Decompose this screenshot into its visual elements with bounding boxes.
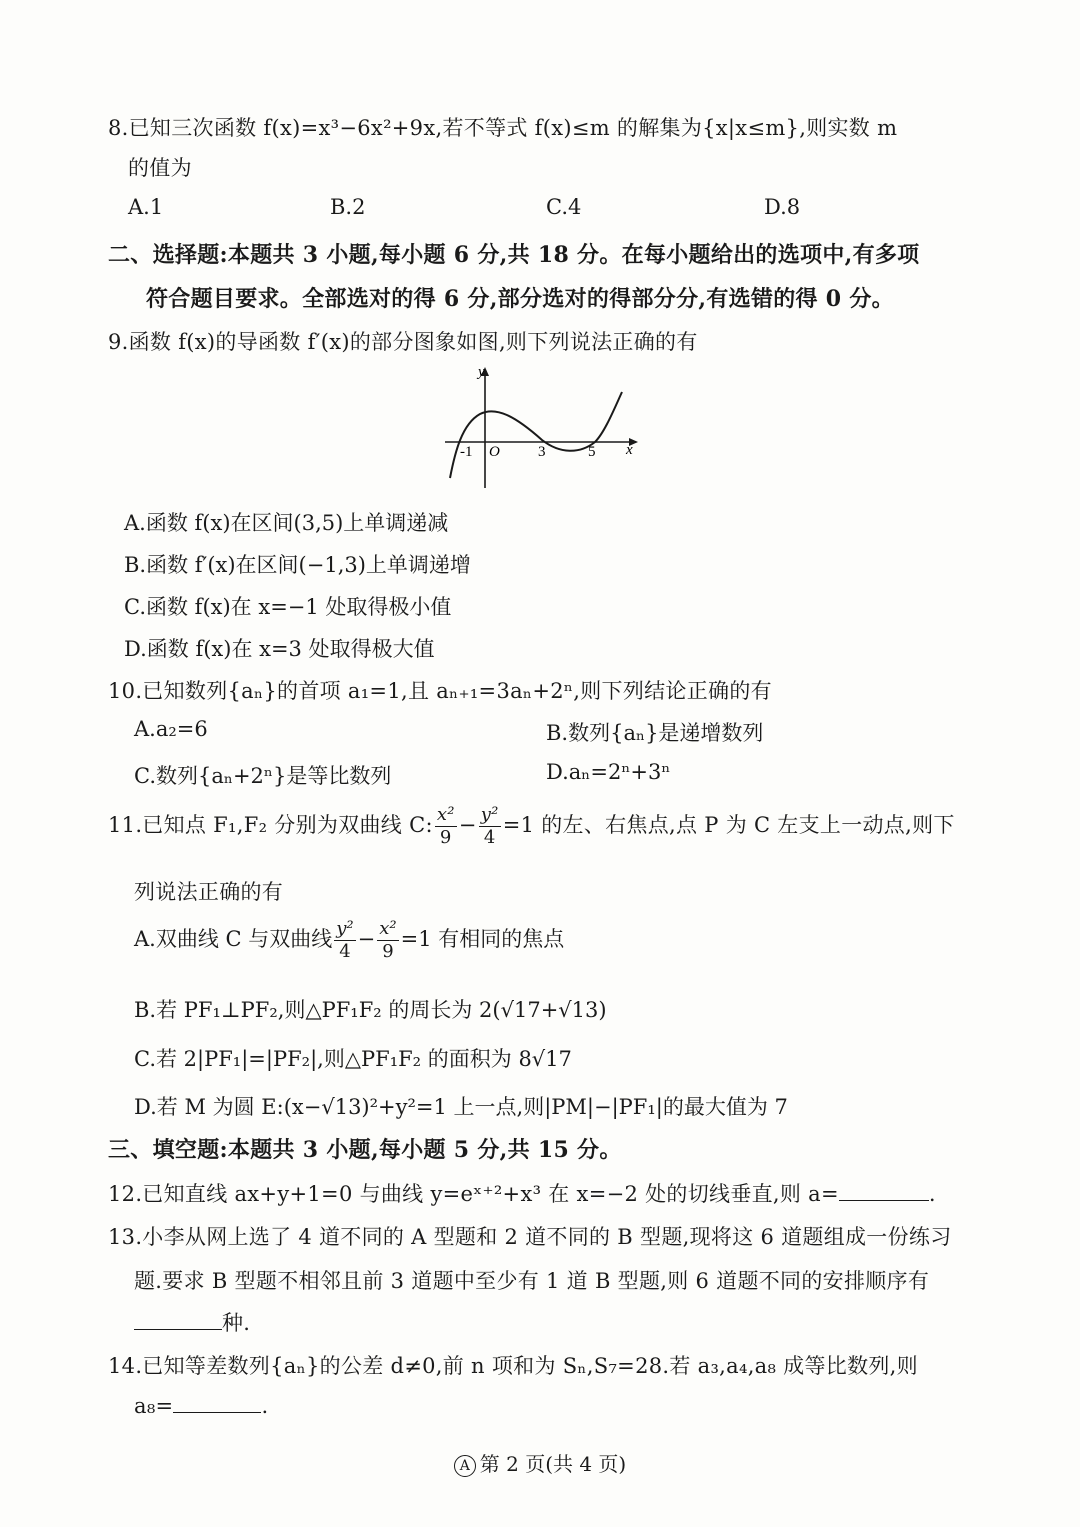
q12-end: . [928,1182,936,1206]
fraction-numerator: y² [336,918,354,939]
q8-option-c: C.4 [546,195,582,219]
fraction-x2-over-9 [377,920,398,961]
q14-line2 [134,1394,268,1418]
x-axis-label: x [626,442,633,458]
fraction-numerator: x² [436,804,455,825]
q10-option-c: C.数列{aₙ+2ⁿ}是等比数列 [134,764,392,788]
fraction-denominator: 4 [483,827,496,848]
fraction-y2-over-4 [334,920,355,961]
page-number: 第 2 页(共 4 页) [479,1452,627,1476]
fraction-x2-over-9 [435,806,457,847]
q11-stem-line2: 列说法正确的有 [134,880,284,904]
page-footer [0,1448,1080,1477]
q11-option-a-post: =1 有相同的焦点 [400,927,565,951]
q12-line [108,1178,936,1208]
q13-line3 [134,1307,250,1337]
fraction-denominator: 9 [439,827,452,848]
tick-label-3: 3 [538,444,546,460]
q11-option-d: D.若 M 为圆 E:(x−√13)²+y²=1 上一点,则|PM|−|PF₁|的最大值为 7 [134,1095,788,1119]
q11-option-b: B.若 PF₁⊥PF₂,则△PF₁F₂ 的周长为 2(√17+√13) [134,998,607,1022]
tick-label-5: 5 [588,444,596,460]
q10-option-d: D.aₙ=2ⁿ+3ⁿ [546,760,671,784]
q8-line1: 8.已知三次函数 f(x)=x³−6x²+9x,若不等式 f(x)≤m 的解集为{x|x≤m},则实数 m [108,116,898,140]
fraction-denominator: 4 [339,941,351,962]
q11-option-c: C.若 2|PF₁|=|PF₂|,则△PF₁F₂ 的面积为 8√17 [134,1047,572,1071]
q12-text: 12.已知直线 ax+y+1=0 与曲线 y=eˣ⁺²+x³ 在 x=−2 处的切线垂直,则 a= [108,1182,839,1206]
paper-version-mark: A [454,1455,476,1477]
fraction-y2-over-4 [479,806,501,847]
q14-line1: 14.已知等差数列{aₙ}的公差 d≠0,前 n 项和为 Sₙ,S₇=28.若 a₃,a₄,a₈ 成等比数列,则 [108,1354,918,1378]
fraction-denominator: 9 [382,941,394,962]
q14-line2-end: . [261,1394,269,1418]
q11-stem-post: =1 的左、右焦点,点 P 为 C 左支上一动点,则下 [502,813,955,837]
answer-blank[interactable] [839,1182,929,1201]
y-axis-label: y [478,364,485,380]
q9-option-b: B.函数 f′(x)在区间(−1,3)上单调递增 [124,553,471,577]
answer-blank[interactable] [134,1311,222,1330]
q8-line2: 的值为 [128,156,192,180]
q9-option-d: D.函数 f(x)在 x=3 处取得极大值 [124,637,435,661]
q14-line2-pre: a₈= [134,1394,174,1418]
q11-option-a: A.双曲线 C 与双曲线 $\frac{\text{y²}}{4}$ − $\frac{\text{x²}}{9}$ =1 有相同的焦点 [134,918,565,962]
q9-stem: 9.函数 f(x)的导函数 f′(x)的部分图象如图,则下列说法正确的有 [108,330,698,354]
derivative-curve [450,392,622,478]
q13-line3-text: 种. [222,1311,251,1335]
q8-option-a: A.1 [128,195,164,219]
q8-option-b: B.2 [330,195,366,219]
derivative-graph [440,362,640,492]
tick-label-minus1: -1 [460,444,473,460]
q10-option-a: A.a₂=6 [134,717,208,741]
q9-option-a: A.函数 f(x)在区间(3,5)上单调递减 [124,511,449,535]
q10-stem: 10.已知数列{aₙ}的首项 a₁=1,且 aₙ₊₁=3aₙ+2ⁿ,则下列结论正确的有 [108,679,772,703]
q9-option-c: C.函数 f(x)在 x=−1 处取得极小值 [124,595,452,619]
answer-blank[interactable] [173,1394,261,1413]
q13-line2: 题.要求 B 型题不相邻且前 3 道题中至少有 1 道 B 型题,则 6 道题不同的安排顺序有 [134,1269,930,1293]
section3-heading: 三、填空题:本题共 3 小题,每小题 5 分,共 15 分。 [108,1137,622,1163]
q8-option-d: D.8 [764,195,801,219]
q13-line1: 13.小李从网上选了 4 道不同的 A 型题和 2 道不同的 B 型题,现将这 6 道题组成一份练习 [108,1225,952,1249]
section2-heading-line2: 符合题目要求。全部选对的得 6 分,部分选对的得部分分,有选错的得 0 分。 [146,286,894,312]
fraction-numerator: x² [379,918,397,939]
fraction-numerator: y² [480,804,499,825]
origin-label: O [489,444,500,460]
q10-option-b: B.数列{aₙ}是递增数列 [546,721,764,745]
section2-heading-line1: 二、选择题:本题共 3 小题,每小题 6 分,共 18 分。在每小题给出的选项中,有多项 [108,242,920,268]
q11-stem-line1: 11.已知点 F₁,F₂ 分别为双曲线 C: $\frac{\text{x²}}{9}$ − $\frac{\text{y²}}{4}$ =1 的左、右焦点,点 P 为 C 左支上一动点,则下 [108,804,955,848]
q11-option-a-pre: A.双曲线 C 与双曲线 [134,927,333,951]
q11-stem-pre: 11.已知点 F₁,F₂ 分别为双曲线 C: [108,813,433,837]
